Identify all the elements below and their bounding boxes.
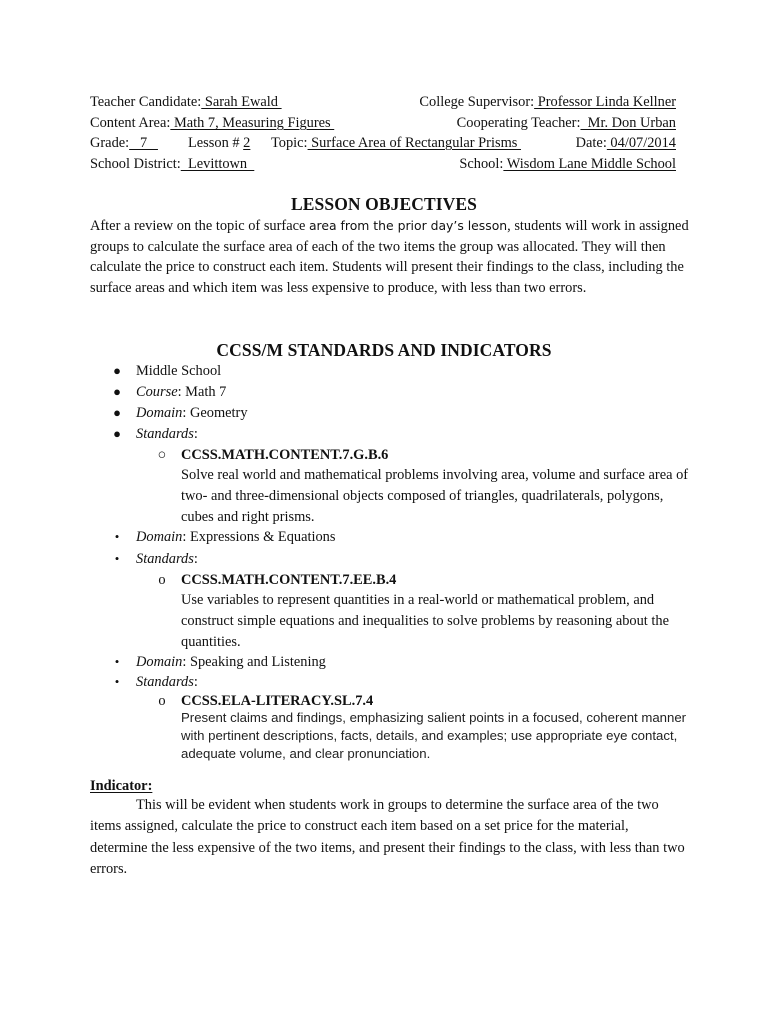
date-value: 04/07/2014 [606,135,676,151]
header-row-1 [90,92,676,112]
standard-description: Present claims and findings, emphasizing salient points in a focused, coherent manner with pertinent descriptions, facts, details, and examples; use appropriate eye contact, adequate volume, and clear pronunciation. [181,710,687,761]
lesson-number-value: 2 [243,135,251,151]
bullet-icon: • [114,654,120,669]
content-area-value: Math 7, Measuring Figures [170,115,335,131]
topic-value: Surface Area of Rectangular Prisms [307,135,521,151]
bullet-icon: • [114,529,120,544]
school-value: Wisdom Lane Middle School [503,156,676,172]
college-supervisor [419,92,676,112]
header-row-3 [90,133,676,153]
date [576,133,676,153]
course-value: : Math 7 [177,384,227,400]
domain-expressions-text [136,527,335,547]
standard-code: CCSS.MATH.CONTENT.7.EE.B.4 [181,572,397,588]
standards-heading: CCSS/M STANDARDS AND INDICATORS [216,340,552,360]
lesson-objectives-text [90,216,690,298]
topic [271,133,521,153]
school-label: School: [459,156,504,172]
standards-label-text [136,549,198,569]
school [459,154,676,174]
colon: : [193,426,198,442]
domain-label: Domain [136,529,183,545]
cooperating-teacher-label: Cooperating Teacher: [456,115,581,131]
standard-code: CCSS.ELA-LITERACY.SL.7.4 [181,693,374,709]
lesson-objectives-heading: LESSON OBJECTIVES [290,194,477,214]
o-bullet-icon: o [158,572,166,588]
bullet-icon: • [114,551,120,566]
level-text: Middle School [136,363,222,379]
colon: : [193,674,198,690]
domain-geometry-text [136,403,248,423]
cooperating-teacher-value: Mr. Don Urban [580,115,676,131]
school-district-value: Levittown [180,156,255,172]
standards-label-text [136,672,198,692]
bullet-icon: ● [113,426,121,441]
header-row-2 [90,113,676,133]
bullet-icon: ● [113,363,121,378]
domain-label: Domain [136,654,183,670]
college-supervisor-label: College Supervisor: [419,94,535,110]
bullet-icon: ● [113,384,121,399]
date-label: Date: [575,135,607,151]
domain-value: : Expressions & Equations [182,529,336,545]
lesson-number [188,133,250,153]
topic-label: Topic: [271,135,308,151]
standards-label-text [136,424,198,444]
header-row-4 [90,154,676,174]
domain-value: : Geometry [182,405,248,421]
standards-label: Standards [136,674,194,690]
objective-text-rest: assigned groups to calculate the surface area of each of the two items the group was allocated. They will then calculate the price to construct each item. Students will present their findings to the class, including the surface areas and which item was less expensive to produce, with less than two errors. [90,218,689,296]
content-area-label: Content Area: [90,115,171,131]
college-supervisor-value: Professor Linda Kellner [534,94,676,110]
cooperating-teacher [457,113,676,133]
o-bullet-icon: o [158,693,166,709]
course-text [136,382,226,402]
grade-label: Grade: [90,135,130,151]
colon: : [193,551,198,567]
standard-code: CCSS.MATH.CONTENT.7.G.B.6 [181,447,389,463]
objective-text-end: , students will work in [507,218,636,234]
indicator-heading: Indicator: [90,778,153,794]
course-label: Course [136,384,178,400]
standards-label: Standards [136,551,194,567]
objective-text-sans: area from the prior day’s lesson [308,218,508,233]
school-district-label: School District: [90,156,181,172]
objective-text-start: After a review on the topic of surface [90,218,309,234]
standards-label: Standards [136,426,194,442]
teacher-candidate-value: Sarah Ewald [201,94,282,110]
school-district [90,154,254,174]
standard-description: Solve real world and mathematical problems involving area, volume and surface area of two- and three-dimensional objects composed of triangles, quadrilaterals, polygons, cubes and right prisms. [181,467,689,525]
bullet-icon: ● [113,405,121,420]
lesson-number-label: Lesson # [188,135,244,151]
bullet-icon: • [114,674,120,689]
grade [90,133,158,153]
teacher-candidate [90,92,282,112]
content-area [90,113,334,133]
grade-value: 7 [129,135,158,151]
domain-value: : Speaking and Listening [182,654,326,670]
teacher-candidate-label: Teacher Candidate: [90,94,202,110]
standard-description: Use variables to represent quantities in a real-world or mathematical problem, and construct simple equations and inequalities to solve problems by reasoning about the quantities. [181,592,669,650]
indicator-text: This will be evident when students work in groups to determine the surface area of the two items assigned, calculate the price to construct each item based on a set price for the material, determine the less expensive of the two items, and present their findings to the class, with less than two errors. [90,797,685,878]
circle-bullet-icon: ○ [157,447,167,463]
domain-label: Domain [136,405,183,421]
domain-speaking-text [136,652,326,672]
